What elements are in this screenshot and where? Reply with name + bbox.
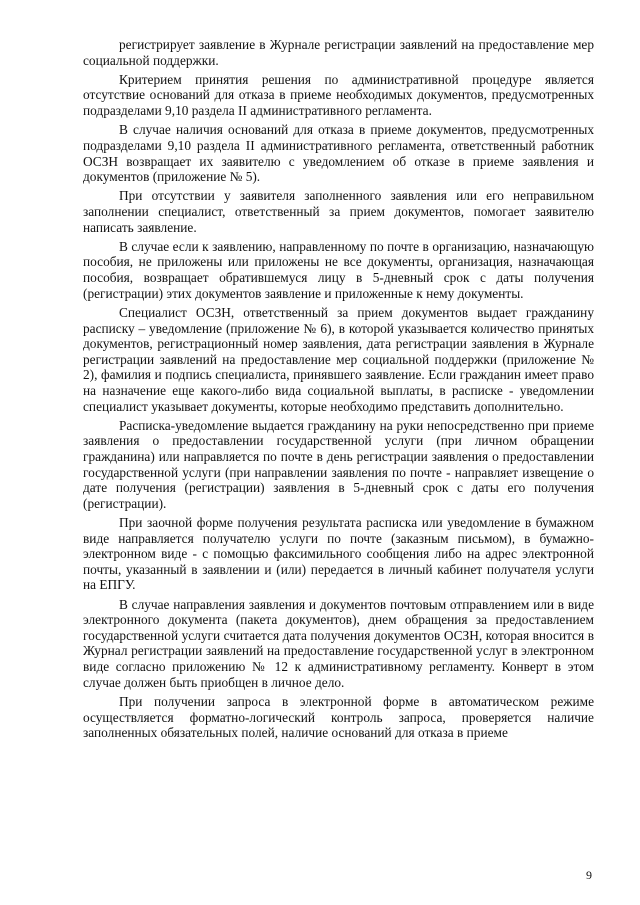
page-number: 9 [586, 868, 592, 882]
paragraph-4: При отсутствии у заявителя заполненного заявления или его неправильном заполнении специалист, ответственный за прием документов, помогает заявителю написать заявление. [83, 188, 594, 235]
paragraph-6: Специалист ОСЗН, ответственный за прием документов выдает гражданину расписку – уведомление (приложение № 6), в которой указывается количество принятых документов, регистрационный номер заявления, дата регистрации заявления в Журнале регистрации заявлений на предоставление мер социальной поддержки (приложение № 2), фамилия и подпись специалиста, принявшего заявление. Если гражданин имеет право на назначение еще какого-либо вида социальной выплаты, в расписке - уведомлении специалист указывает документы, которые необходимо представить дополнительно. [83, 304, 594, 414]
paragraph-5: В случае если к заявлению, направленному по почте в организацию, назначающую пособия, не приложены или приложены не все документы, организация, назначающая пособия, возвращает обратившемуся лицу в 5-дневный срок с даты получения (регистрации) этих документов заявление и приложенные к нему документы. [83, 238, 594, 301]
paragraph-8: При заочной форме получения результата расписка или уведомление в бумажном виде направляется получателю услуги по почте (заказным письмом), в бумажно-электронном виде - с помощью факсимильного сообщения либо на адрес электронной почты, указанный в заявлении и (или) передается в личный кабинет получателя услуги на ЕПГУ. [83, 515, 594, 593]
paragraph-2: Критерием принятия решения по административной процедуре является отсутствие оснований для отказа в приеме необходимых документов, предусмотренных подразделами 9,10 раздела II административного регламента. [83, 71, 594, 119]
paragraph-10: При получении запроса в электронной форме в автоматическом режиме осуществляется форматно-логический контроль запроса, проверяется наличие заполненных обязательных полей, наличие оснований для отказа в приеме [83, 693, 594, 741]
document-body [83, 37, 594, 744]
paragraph-3: В случае наличия оснований для отказа в приеме документов, предусмотренных подразделами 9,10 раздела II административного регламента, ответственный работник ОСЗН возвращает их заявителю с уведомлением об отказе в приеме заявления и документов (приложение № 5). [83, 122, 594, 185]
paragraph-9: В случае направления заявления и документов почтовым отправлением или в виде электронного документа (пакета документов), днем обращения за предоставлением государственной услуги считается дата получения документов ОСЗН, которая вносится в Журнал регистрации заявлений на предоставление государственной услуг в электронном виде согласно приложению № 12 к административному регламенту. Конверт в этом случае должен быть приобщен в личное дело. [83, 596, 594, 690]
paragraph-1: регистрирует заявление в Журнале регистрации заявлений на предоставление мер социальной поддержки. [83, 37, 594, 68]
paragraph-7: Расписка-уведомление выдается гражданину на руки непосредственно при приеме заявления о предоставлении государственной услуги (при личном обращении гражданина) или направляется по почте в день регистрации заявления о предоставлении государственной услуги (при направлении заявления по почте - направляет извещение о дате получения (регистрации) заявления в 5-дневный срок с даты его получения (регистрации). [83, 417, 594, 511]
